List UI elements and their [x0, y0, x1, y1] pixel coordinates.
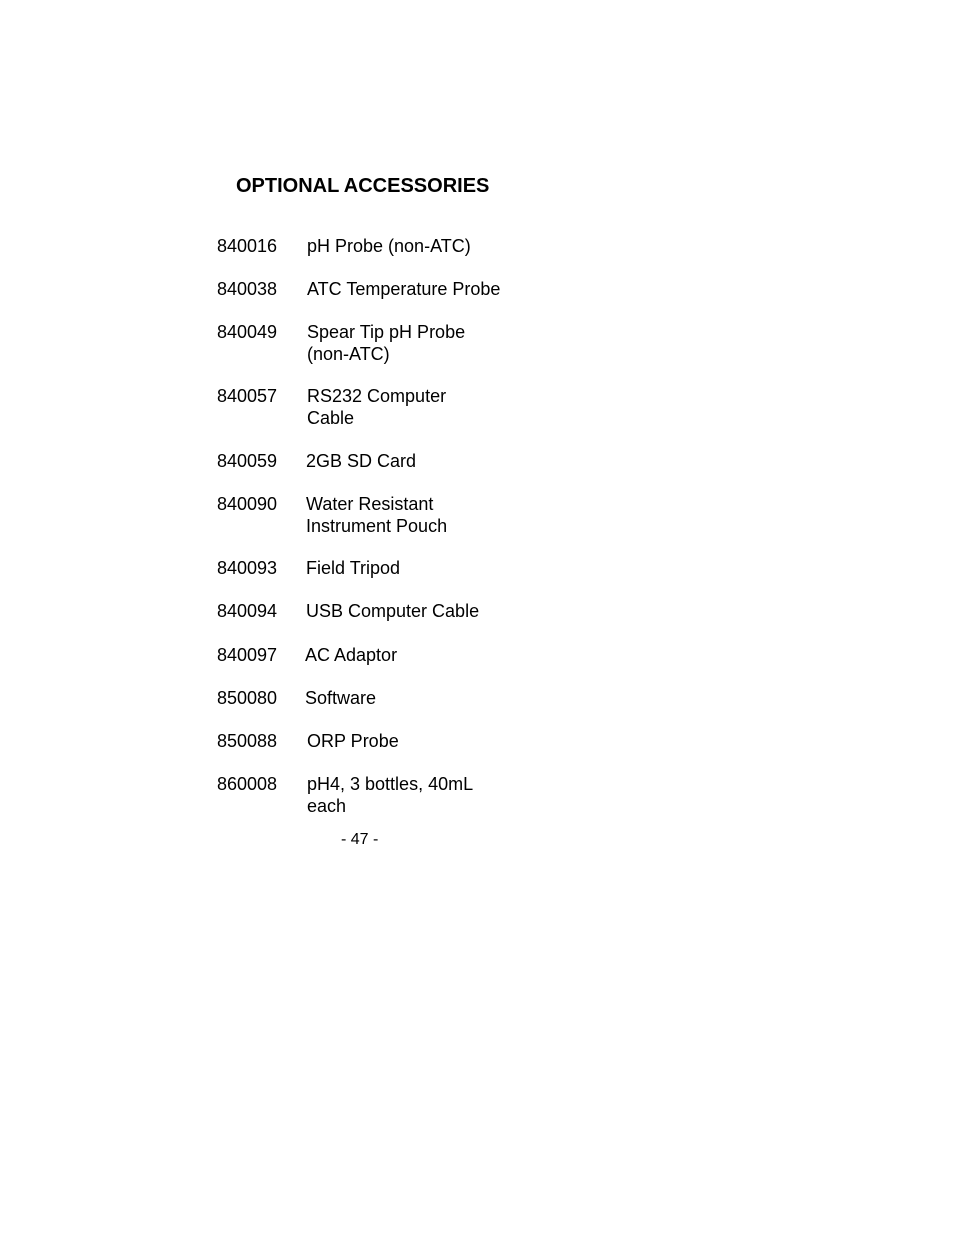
accessory-description: pH4, 3 bottles, 40mL each — [307, 774, 474, 816]
accessory-code: 840016 — [217, 236, 278, 256]
accessory-description: pH Probe (non-ATC) — [307, 236, 471, 256]
accessory-code: 840093 — [217, 558, 278, 578]
accessory-code: 840049 — [217, 322, 278, 342]
accessory-code: 850080 — [217, 688, 278, 708]
accessory-code: 840059 — [217, 451, 278, 471]
accessory-code: 850088 — [217, 731, 278, 751]
accessory-description: Water Resistant Instrument Pouch — [306, 494, 448, 536]
accessory-description: Software — [305, 688, 377, 708]
page-title: OPTIONAL ACCESSORIES — [236, 175, 490, 197]
accessory-code: 840094 — [217, 601, 278, 621]
accessory-code: 840038 — [217, 279, 278, 299]
accessory-description: Spear Tip pH Probe (non-ATC) — [307, 322, 466, 364]
accessory-code: 840090 — [217, 494, 278, 514]
accessory-description: ORP Probe — [307, 731, 399, 751]
accessory-code: 840057 — [217, 386, 278, 406]
accessory-description: 2GB SD Card — [306, 451, 417, 471]
accessory-description: Field Tripod — [306, 558, 401, 578]
accessory-code: 840097 — [217, 645, 278, 665]
accessory-code: 860008 — [217, 774, 278, 794]
accessory-description: USB Computer Cable — [306, 601, 480, 621]
accessory-description: ATC Temperature Probe — [307, 279, 501, 299]
accessory-description: RS232 Computer Cable — [307, 386, 447, 428]
page-number: - 47 - — [341, 831, 379, 848]
accessory-description: AC Adaptor — [305, 645, 398, 665]
